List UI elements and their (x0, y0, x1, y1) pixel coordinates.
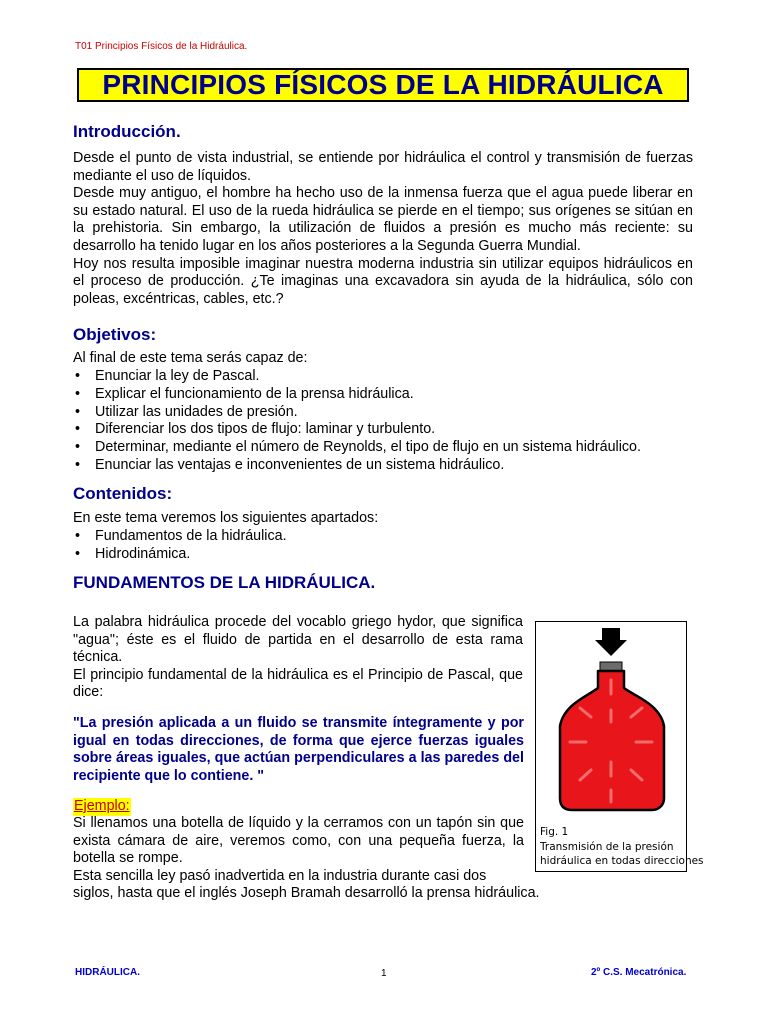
list-item: • Enunciar las ventajas e inconvenientes de un sistema hidráulico. (73, 457, 641, 475)
contents-heading: Contenidos: (73, 484, 173, 503)
contents-list (73, 528, 287, 564)
figure-label: Fig. 1 (540, 826, 569, 838)
intro-paragraph-3: Hoy nos resulta imposible imaginar nuestra moderna industria sin utilizar equipos hidráulicos en el proceso de producción. ¿Te imaginas una excavadora sin ayuda de la hidráulica, sólo con poleas, excéntricas, cables, etc.? (73, 255, 693, 307)
list-item: • Hidrodinámica. (73, 546, 287, 564)
fundamentals-heading: FUNDAMENTOS DE LA HIDRÁULICA. (73, 573, 376, 592)
example-label: Ejemplo: (74, 798, 130, 814)
intro-heading: Introducción. (73, 122, 181, 141)
bottle-stopper (600, 662, 622, 671)
intro-paragraph-2: Desde muy antiguo, el hombre ha hecho uso de la inmensa fuerza que el agua puede liberar en su estado natural. El uso de la rueda hidráulica se pierde en el tiempo; sus orígenes se sitúan en la prehistoria. Sin embargo, la utilización de fluidos a presión es mucho más reciente: su desarrollo ha tenido lugar en los años posteriores a la Segunda Guerra Mundial. (73, 185, 693, 254)
fundamentals-paragraph-2: El principio fundamental de la hidráulica es el Principio de Pascal, que dice: (73, 666, 523, 701)
figure-caption (540, 825, 704, 869)
pascal-principle-quote: "La presión aplicada a un fluido se transmite íntegramente y por igual en todas direcciones, de forma que ejerce fuerzas iguales sobre áreas iguales, que actúan perpendiculares a las paredes del recipiente que lo contiene. " (73, 715, 524, 784)
footer-course: 2º C.S. Mecatrónica. (591, 967, 687, 978)
footer-subject: HIDRÁULICA. (75, 967, 140, 978)
page-title: PRINCIPIOS FÍSICOS DE LA HIDRÁULICA (102, 69, 664, 100)
figure-caption-line-2: hidráulica en todas direcciones (540, 855, 704, 867)
example-paragraph: Si llenamos una botella de líquido y la cerramos con un tapón sin que exista cámara de aire, veremos como, con una pequeña fuerza, la botella se rompe. (73, 815, 524, 867)
force-arrow-icon (595, 628, 627, 656)
figure-bottle (535, 621, 704, 872)
objectives-heading: Objetivos: (73, 325, 157, 344)
history-paragraph-end: siglos, hasta que el inglés Joseph Bramah desarrolló la prensa hidráulica. (73, 885, 540, 901)
title-banner (77, 68, 689, 102)
list-item: • Enunciar la ley de Pascal. (73, 368, 641, 386)
example-body (73, 815, 524, 885)
list-item: • Diferenciar los dos tipos de flujo: laminar y turbulento. (73, 421, 641, 439)
intro-paragraph-1: Desde el punto de vista industrial, se entiende por hidráulica el control y transmisión de fuerzas mediante el uso de líquidos. (73, 150, 693, 184)
figure-caption-line-1: Transmisión de la presión (540, 840, 674, 853)
contents-lead: En este tema veremos los siguientes apartados: (73, 510, 379, 526)
intro-body (73, 150, 693, 308)
list-item: • Explicar el funcionamiento de la prensa hidráulica. (73, 386, 641, 404)
objectives-list (73, 368, 641, 475)
list-item: • Utilizar las unidades de presión. (73, 404, 641, 422)
history-paragraph: Esta sencilla ley pasó inadvertida en la industria durante casi dos (73, 867, 487, 884)
fundamentals-body (73, 614, 523, 702)
list-item: • Determinar, mediante el número de Reynolds, el tipo de flujo en un sistema hidráulico. (73, 439, 641, 457)
list-item: • Fundamentos de la hidráulica. (73, 528, 287, 546)
header-reference: T01 Principios Físicos de la Hidráulica. (75, 41, 248, 52)
objectives-lead: Al final de este tema serás capaz de: (73, 350, 308, 366)
page-number: 1 (381, 968, 387, 979)
fundamentals-paragraph-1: La palabra hidráulica procede del vocablo griego hydor, que significa "agua"; éste es el fluido de partida en el desarrollo de esta rama técnica. (73, 614, 523, 666)
